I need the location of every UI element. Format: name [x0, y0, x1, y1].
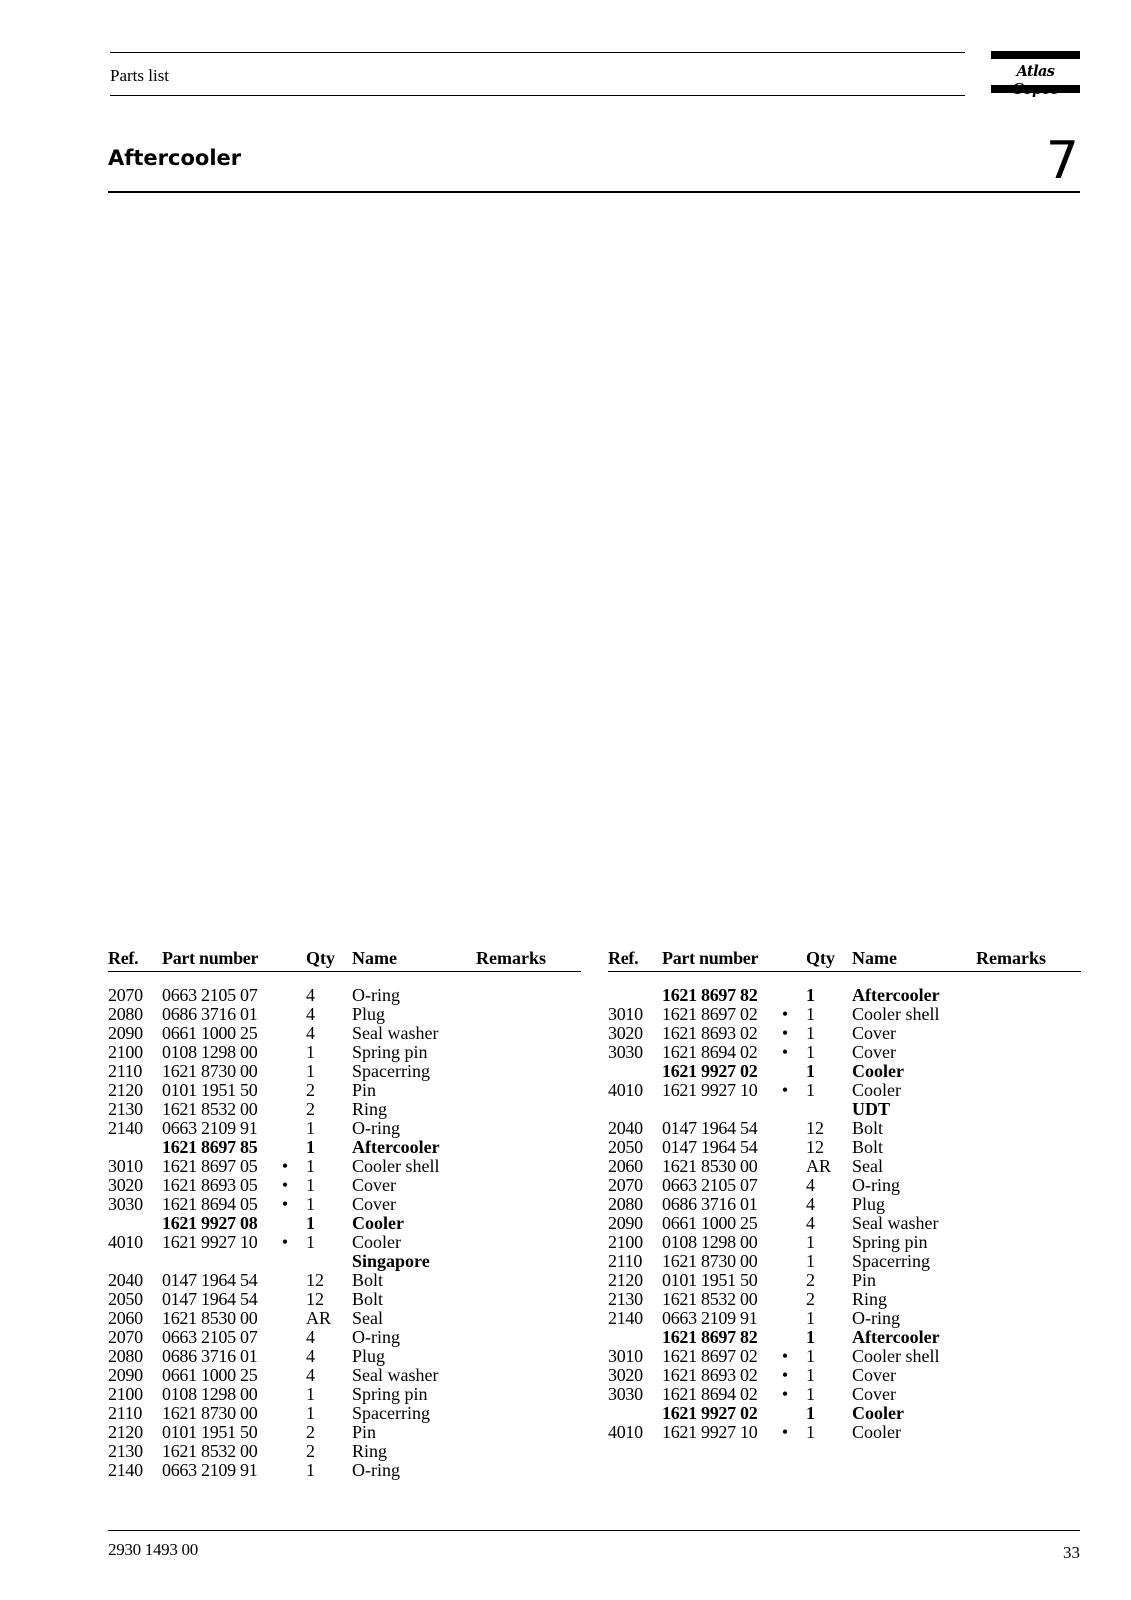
name-cell: Pin: [352, 1080, 377, 1100]
part-number-cell: 1621 8694 02: [662, 1384, 758, 1404]
part-number-cell: 0101 1951 50: [162, 1422, 258, 1442]
part-number-cell: 1621 9927 10: [662, 1422, 758, 1442]
name-cell: Seal: [852, 1156, 883, 1176]
part-number-cell: 1621 8694 05: [162, 1194, 258, 1214]
table-row: [108, 1442, 581, 1461]
table-row: [608, 986, 1081, 1005]
qty-cell: 1: [806, 1004, 815, 1024]
table-row: [608, 1290, 1081, 1309]
table-row: [608, 1347, 1081, 1366]
ref-cell: 2070: [108, 1327, 143, 1347]
part-number-cell: 0661 1000 25: [662, 1213, 758, 1233]
part-number-cell: 1621 8694 02: [662, 1042, 758, 1062]
part-number-cell: 0663 2105 07: [162, 985, 258, 1005]
qty-cell: 4: [306, 1365, 315, 1385]
header-ref: Ref.: [108, 948, 139, 968]
name-cell: Cooler: [352, 1232, 401, 1252]
name-cell: Bolt: [352, 1270, 384, 1290]
ref-cell: 2070: [608, 1175, 643, 1195]
table-row: [108, 1043, 581, 1062]
ref-cell: 3020: [108, 1175, 143, 1195]
part-number-cell: 0108 1298 00: [162, 1042, 258, 1062]
table-row: [108, 1404, 581, 1423]
ref-cell: 4010: [108, 1232, 143, 1252]
table-row: [608, 1404, 1081, 1423]
ref-cell: 2130: [608, 1289, 643, 1309]
table-row: [108, 1157, 581, 1176]
table-header: [108, 946, 581, 972]
name-cell: O-ring: [352, 985, 400, 1005]
header-part-number: Part number: [662, 948, 759, 968]
name-cell: Ring: [352, 1099, 388, 1119]
table-row: [108, 1062, 581, 1081]
part-number-cell: 0663 2105 07: [662, 1175, 758, 1195]
table-row: [608, 1024, 1081, 1043]
part-number-cell: 0147 1964 54: [162, 1270, 258, 1290]
ref-cell: 2120: [608, 1270, 643, 1290]
table-row: [608, 1081, 1081, 1100]
bullet-marker: •: [281, 1156, 289, 1176]
logo-text: Atlas: [1016, 63, 1055, 80]
table-row: [108, 1081, 581, 1100]
part-number-cell: 1621 8532 00: [162, 1099, 258, 1119]
qty-cell: 12: [806, 1118, 824, 1138]
part-number-cell: 0663 2109 91: [162, 1118, 258, 1138]
table-row: [108, 1138, 581, 1157]
name-cell: Bolt: [352, 1289, 384, 1309]
part-number-cell: 1621 8530 00: [662, 1156, 758, 1176]
name-cell: O-ring: [352, 1327, 400, 1347]
table-row: [608, 1119, 1081, 1138]
table-row: [108, 1290, 581, 1309]
ref-cell: 3030: [108, 1194, 143, 1214]
logo-top-bar: [991, 51, 1080, 59]
table-row: [608, 1385, 1081, 1404]
ref-cell: 2120: [108, 1080, 143, 1100]
part-number-cell: 0108 1298 00: [162, 1384, 258, 1404]
table-row: [608, 1328, 1081, 1347]
table-row: [608, 1157, 1081, 1176]
qty-cell: 1: [306, 1156, 315, 1176]
name-cell: Aftercooler: [852, 1327, 940, 1347]
name-cell: Aftercooler: [352, 1137, 440, 1157]
section-rule: [108, 191, 1080, 193]
part-number-cell: 1621 8532 00: [162, 1441, 258, 1461]
qty-cell: 2: [806, 1270, 815, 1290]
part-number-cell: 1621 8697 82: [662, 1327, 758, 1347]
header-qty: Qty: [806, 948, 835, 968]
part-number-cell: 1621 8730 00: [162, 1061, 258, 1081]
table-row: [108, 1461, 581, 1480]
name-cell: O-ring: [352, 1118, 400, 1138]
qty-cell: 1: [806, 1308, 815, 1328]
ref-cell: 2060: [108, 1308, 143, 1328]
table-row: [608, 1309, 1081, 1328]
qty-cell: 1: [306, 1061, 315, 1081]
name-cell: Cooler shell: [852, 1004, 940, 1024]
table-row: [608, 1423, 1081, 1442]
table-row: [108, 1214, 581, 1233]
bullet-marker: •: [781, 1365, 789, 1385]
table-row: [108, 1005, 581, 1024]
table-header: [608, 946, 1081, 972]
table-row: [108, 1347, 581, 1366]
ref-cell: 2080: [108, 1004, 143, 1024]
bullet-marker: •: [781, 1042, 789, 1062]
name-cell: O-ring: [852, 1308, 900, 1328]
table-row: [608, 1043, 1081, 1062]
ref-cell: 2050: [608, 1137, 643, 1157]
part-number-cell: 0663 2109 91: [662, 1308, 758, 1328]
ref-cell: 2110: [108, 1061, 143, 1081]
ref-cell: 2110: [608, 1251, 643, 1271]
page-number: 33: [1063, 1543, 1080, 1562]
header-part-number: Part number: [162, 948, 259, 968]
table-row: [608, 1100, 1081, 1119]
table-row: [608, 1176, 1081, 1195]
part-number-cell: 0147 1964 54: [162, 1289, 258, 1309]
name-cell: Cover: [852, 1042, 896, 1062]
ref-cell: 2050: [108, 1289, 143, 1309]
qty-cell: 1: [306, 1175, 315, 1195]
qty-cell: 4: [306, 1004, 315, 1024]
part-number-cell: 0663 2109 91: [162, 1460, 258, 1480]
qty-cell: 1: [806, 1327, 815, 1347]
qty-cell: 1: [806, 1023, 815, 1043]
qty-cell: 2: [806, 1289, 815, 1309]
ref-cell: 2090: [108, 1365, 143, 1385]
ref-cell: 2090: [608, 1213, 643, 1233]
name-cell: Spacerring: [852, 1251, 930, 1271]
part-number-cell: 1621 8697 82: [662, 985, 758, 1005]
qty-cell: 1: [306, 1042, 315, 1062]
qty-cell: 4: [306, 985, 315, 1005]
ref-cell: 3020: [608, 1365, 643, 1385]
document-number: 2930 1493 00: [108, 1540, 198, 1559]
bullet-marker: •: [781, 1422, 789, 1442]
bullet-marker: •: [281, 1232, 289, 1252]
footer-rule: [108, 1530, 1080, 1531]
name-cell: Cooler shell: [852, 1346, 940, 1366]
bullet-marker: •: [281, 1194, 289, 1214]
table-row: [108, 1195, 581, 1214]
name-cell: Cooler: [852, 1422, 901, 1442]
bullet-marker: •: [781, 1080, 789, 1100]
qty-cell: 1: [306, 1232, 315, 1252]
part-number-cell: 1621 8693 02: [662, 1365, 758, 1385]
name-cell: Cover: [852, 1384, 896, 1404]
ref-cell: 2100: [108, 1384, 143, 1404]
ref-cell: 3010: [608, 1346, 643, 1366]
logo-bottom-bar: [991, 85, 1080, 93]
part-number-cell: 1621 8730 00: [662, 1251, 758, 1271]
ref-cell: 2080: [608, 1194, 643, 1214]
header-remarks: Remarks: [976, 948, 1046, 968]
part-number-cell: 1621 9927 10: [162, 1232, 258, 1252]
name-cell: O-ring: [352, 1460, 400, 1480]
table-row: [108, 1328, 581, 1347]
ref-cell: 2140: [108, 1460, 143, 1480]
ref-cell: 3010: [108, 1156, 143, 1176]
qty-cell: 1: [806, 1042, 815, 1062]
qty-cell: 4: [806, 1194, 815, 1214]
table-row: [108, 1100, 581, 1119]
header-top-rule: [110, 52, 965, 53]
qty-cell: 4: [306, 1327, 315, 1347]
qty-cell: 1: [806, 985, 815, 1005]
name-cell: Spacerring: [352, 1403, 430, 1423]
table-row: [108, 1233, 581, 1252]
part-number-cell: 1621 8697 05: [162, 1156, 258, 1176]
table-row: [608, 1005, 1081, 1024]
name-cell: Aftercooler: [852, 985, 940, 1005]
part-number-cell: 0663 2105 07: [162, 1327, 258, 1347]
name-cell: Spring pin: [352, 1042, 428, 1062]
name-cell: Plug: [852, 1194, 886, 1214]
name-cell: Cover: [852, 1365, 896, 1385]
header-name: Name: [852, 948, 897, 968]
bullet-marker: •: [281, 1175, 289, 1195]
table-row: [608, 1214, 1081, 1233]
name-cell: Cooler: [852, 1080, 901, 1100]
ref-cell: 2040: [108, 1270, 143, 1290]
name-cell: Bolt: [852, 1118, 884, 1138]
part-number-cell: 0686 3716 01: [662, 1194, 758, 1214]
qty-cell: 4: [806, 1175, 815, 1195]
table-row: [608, 1195, 1081, 1214]
name-cell: Cooler shell: [352, 1156, 440, 1176]
qty-cell: 2: [306, 1099, 315, 1119]
qty-cell: 1: [806, 1403, 815, 1423]
part-number-cell: 1621 8697 02: [662, 1346, 758, 1366]
qty-cell: AR: [306, 1308, 332, 1328]
part-number-cell: 0686 3716 01: [162, 1346, 258, 1366]
qty-cell: 1: [306, 1403, 315, 1423]
part-number-cell: 1621 9927 08: [162, 1213, 258, 1233]
section-number: 7: [1045, 131, 1079, 191]
header-remarks: Remarks: [476, 948, 546, 968]
part-number-cell: 1621 8530 00: [162, 1308, 258, 1328]
qty-cell: 1: [806, 1365, 815, 1385]
name-cell: Cooler: [852, 1061, 904, 1081]
name-cell: Bolt: [852, 1137, 884, 1157]
ref-cell: 2040: [608, 1118, 643, 1138]
qty-cell: 1: [306, 1213, 315, 1233]
qty-cell: AR: [806, 1156, 832, 1176]
header-label: Parts list: [110, 66, 170, 85]
part-number-cell: 0147 1964 54: [662, 1137, 758, 1157]
ref-cell: 2120: [108, 1422, 143, 1442]
qty-cell: 1: [806, 1232, 815, 1252]
table-row: [608, 1366, 1081, 1385]
part-number-cell: 0101 1951 50: [662, 1270, 758, 1290]
table-row: [108, 1271, 581, 1290]
table-row: [108, 1366, 581, 1385]
qty-cell: 1: [806, 1251, 815, 1271]
qty-cell: 4: [306, 1346, 315, 1366]
bullet-marker: •: [781, 1384, 789, 1404]
header-name: Name: [352, 948, 397, 968]
table-row: [608, 1233, 1081, 1252]
part-number-cell: 0108 1298 00: [662, 1232, 758, 1252]
qty-cell: 4: [806, 1213, 815, 1233]
name-cell: Plug: [352, 1004, 386, 1024]
part-number-cell: 1621 8532 00: [662, 1289, 758, 1309]
qty-cell: 2: [306, 1080, 315, 1100]
ref-cell: 3020: [608, 1023, 643, 1043]
part-number-cell: 0147 1964 54: [662, 1118, 758, 1138]
qty-cell: 1: [806, 1422, 815, 1442]
ref-cell: 2130: [108, 1441, 143, 1461]
name-cell: Seal washer: [852, 1213, 939, 1233]
part-number-cell: 1621 9927 02: [662, 1061, 758, 1081]
bullet-marker: •: [781, 1023, 789, 1043]
table-row: [108, 1309, 581, 1328]
name-cell: UDT: [852, 1099, 891, 1119]
ref-cell: 2090: [108, 1023, 143, 1043]
table-row: [108, 1176, 581, 1195]
ref-cell: 2140: [108, 1118, 143, 1138]
qty-cell: 1: [806, 1384, 815, 1404]
part-number-cell: 0686 3716 01: [162, 1004, 258, 1024]
part-number-cell: 1621 9927 02: [662, 1403, 758, 1423]
qty-cell: 4: [306, 1023, 315, 1043]
name-cell: Spring pin: [852, 1232, 928, 1252]
name-cell: Pin: [352, 1422, 377, 1442]
name-cell: Seal: [352, 1308, 383, 1328]
qty-cell: 1: [306, 1194, 315, 1214]
name-cell: Cooler: [352, 1213, 404, 1233]
name-cell: Ring: [852, 1289, 888, 1309]
table-row: [608, 1138, 1081, 1157]
ref-cell: 3030: [608, 1042, 643, 1062]
table-row: [108, 1252, 581, 1271]
bullet-marker: •: [781, 1346, 789, 1366]
qty-cell: 12: [806, 1137, 824, 1157]
table-row: [608, 1252, 1081, 1271]
part-number-cell: 1621 8730 00: [162, 1403, 258, 1423]
header-bottom-rule: [110, 95, 965, 96]
bullet-marker: •: [781, 1004, 789, 1024]
ref-cell: 4010: [608, 1422, 643, 1442]
ref-cell: 3030: [608, 1384, 643, 1404]
table-row: [108, 986, 581, 1005]
part-number-cell: 1621 9927 10: [662, 1080, 758, 1100]
ref-cell: 4010: [608, 1080, 643, 1100]
qty-cell: 1: [306, 1460, 315, 1480]
part-number-cell: 0661 1000 25: [162, 1023, 258, 1043]
ref-cell: 3010: [608, 1004, 643, 1024]
name-cell: Cover: [352, 1194, 396, 1214]
parts-table-right: [608, 946, 1081, 1442]
part-number-cell: 1621 8693 02: [662, 1023, 758, 1043]
ref-cell: 2080: [108, 1346, 143, 1366]
name-cell: Cooler: [852, 1403, 904, 1423]
table-body: [608, 986, 1081, 1442]
ref-cell: 2140: [608, 1308, 643, 1328]
qty-cell: 2: [306, 1441, 315, 1461]
qty-cell: 1: [806, 1080, 815, 1100]
name-cell: Ring: [352, 1441, 388, 1461]
header-qty: Qty: [306, 948, 335, 968]
name-cell: Seal washer: [352, 1023, 439, 1043]
name-cell: Singapore: [352, 1251, 430, 1271]
qty-cell: 1: [806, 1346, 815, 1366]
qty-cell: 1: [806, 1061, 815, 1081]
table-row: [608, 1062, 1081, 1081]
ref-cell: 2100: [608, 1232, 643, 1252]
qty-cell: 1: [306, 1118, 315, 1138]
table-row: [108, 1423, 581, 1442]
name-cell: Pin: [852, 1270, 877, 1290]
table-row: [608, 1271, 1081, 1290]
qty-cell: 12: [306, 1270, 324, 1290]
name-cell: Seal washer: [352, 1365, 439, 1385]
part-number-cell: 0661 1000 25: [162, 1365, 258, 1385]
table-row: [108, 1119, 581, 1138]
part-number-cell: 1621 8697 02: [662, 1004, 758, 1024]
name-cell: Spacerring: [352, 1061, 430, 1081]
name-cell: O-ring: [852, 1175, 900, 1195]
ref-cell: 2070: [108, 985, 143, 1005]
name-cell: Cover: [852, 1023, 896, 1043]
name-cell: Spring pin: [352, 1384, 428, 1404]
section-title: Aftercooler: [108, 146, 242, 170]
ref-cell: 2110: [108, 1403, 143, 1423]
name-cell: Plug: [352, 1346, 386, 1366]
part-number-cell: 1621 8697 85: [162, 1137, 258, 1157]
table-row: [108, 1024, 581, 1043]
part-number-cell: 1621 8693 05: [162, 1175, 258, 1195]
ref-cell: 2130: [108, 1099, 143, 1119]
table-body: [108, 986, 581, 1480]
header-ref: Ref.: [608, 948, 639, 968]
table-row: [108, 1385, 581, 1404]
ref-cell: 2060: [608, 1156, 643, 1176]
qty-cell: 12: [306, 1289, 324, 1309]
name-cell: Cover: [352, 1175, 396, 1195]
qty-cell: 1: [306, 1384, 315, 1404]
qty-cell: 1: [306, 1137, 315, 1157]
part-number-cell: 0101 1951 50: [162, 1080, 258, 1100]
qty-cell: 2: [306, 1422, 315, 1442]
ref-cell: 2100: [108, 1042, 143, 1062]
parts-table-left: [108, 946, 581, 1480]
atlas-copco-logo: [991, 51, 1080, 93]
